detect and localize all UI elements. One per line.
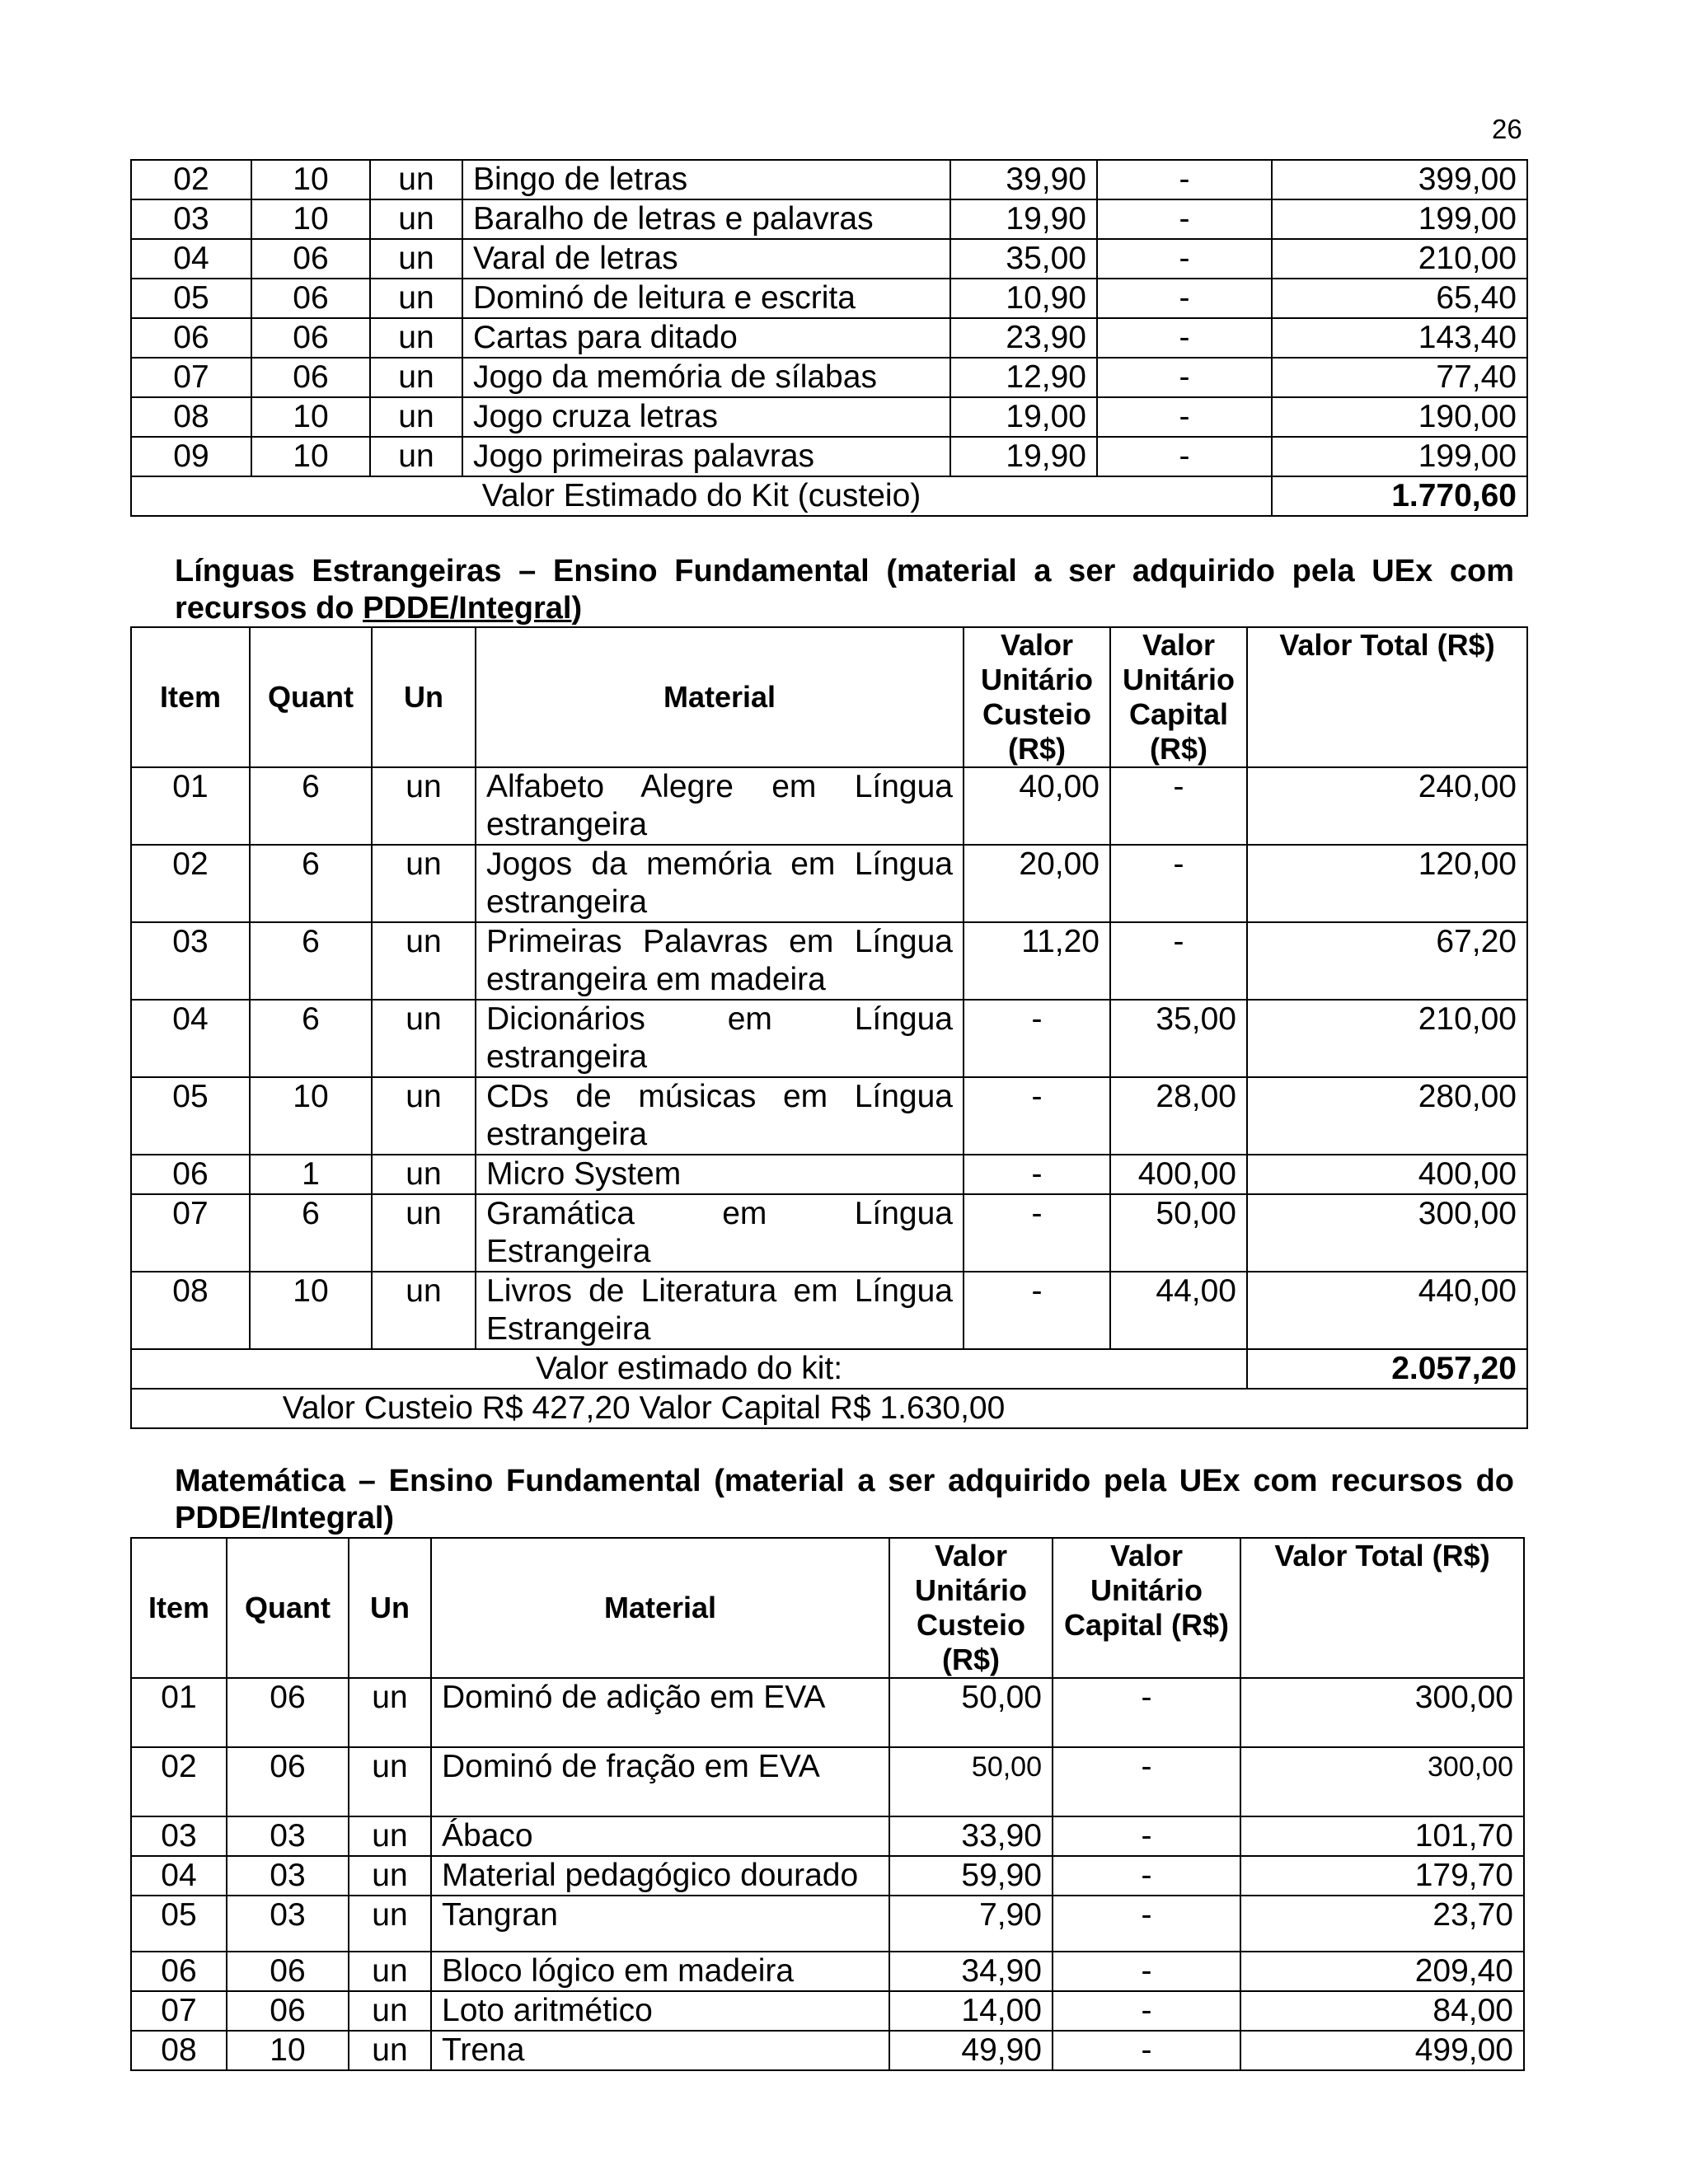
custeio-cell: 34,90 <box>889 1952 1053 1991</box>
material-cell: Jogo da memória de sílabas <box>462 358 950 397</box>
total-cell: 84,00 <box>1240 1991 1524 2031</box>
material-cell <box>476 1077 964 1155</box>
item-cell: 04 <box>131 239 251 279</box>
item-cell: 01 <box>131 1678 227 1747</box>
capital-cell: - <box>1097 397 1272 437</box>
material-line-2: Estrangeira <box>486 1311 651 1347</box>
capital-cell: - <box>1097 239 1272 279</box>
col-header-item: Item <box>131 1538 227 1678</box>
col-header-material: Material <box>476 627 964 767</box>
material-line-1: Primeiras Palavras em Língua <box>486 924 953 959</box>
material-line-2: estrangeira <box>486 1117 648 1152</box>
total-cell: 120,00 <box>1247 845 1527 922</box>
material-line-2: estrangeira em madeira <box>486 962 826 997</box>
table-row <box>131 922 1527 1000</box>
custeio-cell: 59,90 <box>889 1856 1053 1896</box>
total-cell: 77,40 <box>1272 358 1527 397</box>
total-cell: 300,00 <box>1240 1678 1524 1747</box>
capital-cell: - <box>1097 318 1272 358</box>
un-cell: un <box>370 279 462 318</box>
un-cell: un <box>349 1816 431 1856</box>
total-cell: 209,40 <box>1240 1952 1524 1991</box>
table-row <box>131 1272 1527 1349</box>
table-row <box>131 1194 1527 1272</box>
material-line-1: Gramática em Língua <box>486 1196 953 1231</box>
total-cell: 210,00 <box>1272 239 1527 279</box>
un-cell: un <box>372 1000 476 1077</box>
custeio-cell: - <box>964 1000 1110 1077</box>
col-header-capital: Valor Unitário Capital (R$) <box>1053 1538 1240 1678</box>
item-cell: 04 <box>131 1856 227 1896</box>
item-cell: 02 <box>131 160 251 199</box>
col-header-total: Valor Total (R$) <box>1240 1538 1524 1678</box>
capital-cell: - <box>1097 437 1272 476</box>
total-row <box>131 476 1527 516</box>
total-cell: 240,00 <box>1247 767 1527 845</box>
material-cell: Tangran <box>431 1896 889 1952</box>
un-cell: un <box>349 2031 431 2070</box>
capital-cell: - <box>1110 767 1247 845</box>
table-row <box>131 239 1527 279</box>
material-cell: Bingo de letras <box>462 160 950 199</box>
un-cell: un <box>349 1952 431 1991</box>
table-row <box>131 160 1527 199</box>
total-cell: 67,20 <box>1247 922 1527 1000</box>
col-header-custeio: Valor Unitário Custeio (R$) <box>964 627 1110 767</box>
quant-cell: 6 <box>250 845 372 922</box>
col-header-total: Valor Total (R$) <box>1247 627 1527 767</box>
custeio-cell: 35,00 <box>950 239 1097 279</box>
table-row <box>131 397 1527 437</box>
material-line-1: Livros de Literatura em Língua <box>486 1273 953 1309</box>
total-cell: 101,70 <box>1240 1816 1524 1856</box>
total-cell: 399,00 <box>1272 160 1527 199</box>
quant-cell: 10 <box>251 397 370 437</box>
kit-total-value: 2.057,20 <box>1247 1349 1527 1389</box>
capital-cell: - <box>1053 1856 1240 1896</box>
total-cell: 143,40 <box>1272 318 1527 358</box>
quant-cell: 6 <box>250 922 372 1000</box>
capital-cell: - <box>1053 1678 1240 1747</box>
quant-cell: 03 <box>227 1896 349 1952</box>
item-cell: 07 <box>131 1991 227 2031</box>
un-cell: un <box>370 397 462 437</box>
custeio-cell: 12,90 <box>950 358 1097 397</box>
material-cell: Loto aritmético <box>431 1991 889 2031</box>
quant-cell: 6 <box>250 767 372 845</box>
total-cell: 199,00 <box>1272 437 1527 476</box>
quant-cell: 06 <box>251 358 370 397</box>
material-cell: Baralho de letras e palavras <box>462 199 950 239</box>
material-cell <box>476 767 964 845</box>
capital-cell: 50,00 <box>1110 1194 1247 1272</box>
quant-cell: 06 <box>251 318 370 358</box>
material-line-2: estrangeira <box>486 807 648 842</box>
item-cell: 03 <box>131 922 250 1000</box>
custeio-cell: 33,90 <box>889 1816 1053 1856</box>
quant-cell: 10 <box>227 2031 349 2070</box>
section-heading-linguas: Línguas Estrangeiras – Ensino Fundamental (material a ser adquirido pela UEx com recursos do PDDE/Integral) <box>175 554 1514 626</box>
un-cell: un <box>370 437 462 476</box>
un-cell: un <box>349 1856 431 1896</box>
material-line-1: Micro System <box>486 1156 682 1192</box>
material-cell: Dominó de leitura e escrita <box>462 279 950 318</box>
col-header-quant: Quant <box>250 627 372 767</box>
kit-total-label: Valor Estimado do Kit (custeio) <box>131 476 1272 516</box>
un-cell: un <box>370 239 462 279</box>
total-cell: 190,00 <box>1272 397 1527 437</box>
col-header-item: Item <box>131 627 250 767</box>
material-cell <box>476 1194 964 1272</box>
col-header-un: Un <box>372 627 476 767</box>
total-cell: 280,00 <box>1247 1077 1527 1155</box>
table-row <box>131 767 1527 845</box>
custeio-cell: 40,00 <box>964 767 1110 845</box>
table-row <box>131 279 1527 318</box>
item-cell: 01 <box>131 767 250 845</box>
capital-cell: - <box>1097 199 1272 239</box>
item-cell: 06 <box>131 1952 227 1991</box>
item-cell: 03 <box>131 199 251 239</box>
material-line-1: CDs de músicas em Língua <box>486 1079 953 1114</box>
table-row <box>131 199 1527 239</box>
custeio-cell: - <box>964 1077 1110 1155</box>
item-cell: 08 <box>131 397 251 437</box>
item-cell: 08 <box>131 1272 250 1349</box>
table-row <box>131 1952 1524 1991</box>
quant-cell: 10 <box>251 199 370 239</box>
col-header-un: Un <box>349 1538 431 1678</box>
table-row <box>131 437 1527 476</box>
col-header-capital: Valor Unitário Capital (R$) <box>1110 627 1247 767</box>
un-cell: un <box>370 358 462 397</box>
table-row <box>131 1816 1524 1856</box>
table-alfabetizacao-continued <box>130 159 1528 517</box>
item-cell: 06 <box>131 318 251 358</box>
material-cell: Material pedagógico dourado <box>431 1856 889 1896</box>
material-cell: Jogo primeiras palavras <box>462 437 950 476</box>
item-cell: 07 <box>131 358 251 397</box>
total-cell: 199,00 <box>1272 199 1527 239</box>
material-line-2: estrangeira <box>486 884 648 920</box>
quant-cell: 10 <box>251 160 370 199</box>
capital-cell: 44,00 <box>1110 1272 1247 1349</box>
capital-cell: - <box>1097 358 1272 397</box>
item-cell: 08 <box>131 2031 227 2070</box>
material-cell <box>476 845 964 922</box>
custeio-cell: 19,90 <box>950 437 1097 476</box>
total-cell: 400,00 <box>1247 1155 1527 1194</box>
material-line-1: Jogos da memória em Língua <box>486 846 953 882</box>
custeio-cell: 20,00 <box>964 845 1110 922</box>
custeio-cell: 49,90 <box>889 2031 1053 2070</box>
material-cell: Cartas para ditado <box>462 318 950 358</box>
page-number: 26 <box>1492 114 1522 144</box>
capital-cell: 35,00 <box>1110 1000 1247 1077</box>
custeio-cell: 11,20 <box>964 922 1110 1000</box>
table-row <box>131 1856 1524 1896</box>
quant-cell: 06 <box>227 1952 349 1991</box>
table-row <box>131 845 1527 922</box>
material-cell <box>476 1000 964 1077</box>
table-row <box>131 2031 1524 2070</box>
custeio-cell: - <box>964 1272 1110 1349</box>
un-cell: un <box>372 1272 476 1349</box>
item-cell: 02 <box>131 1747 227 1816</box>
total-cell: 440,00 <box>1247 1272 1527 1349</box>
un-cell: un <box>372 1077 476 1155</box>
total-cell: 65,40 <box>1272 279 1527 318</box>
material-cell: Dominó de fração em EVA <box>431 1747 889 1816</box>
capital-cell: - <box>1097 160 1272 199</box>
material-line-1: Dicionários em Língua <box>486 1001 953 1037</box>
un-cell: un <box>349 1896 431 1952</box>
capital-cell: - <box>1053 1896 1240 1952</box>
table-row <box>131 1991 1524 2031</box>
material-cell: Ábaco <box>431 1816 889 1856</box>
col-header-custeio: Valor Unitário Custeio (R$) <box>889 1538 1053 1678</box>
un-cell: un <box>349 1678 431 1747</box>
un-cell: un <box>349 1991 431 2031</box>
item-cell: 06 <box>131 1155 250 1194</box>
capital-cell: - <box>1110 845 1247 922</box>
un-cell: un <box>372 767 476 845</box>
table-row <box>131 1000 1527 1077</box>
table-row <box>131 1678 1524 1747</box>
custeio-cell: 50,00 <box>889 1678 1053 1747</box>
material-cell: Trena <box>431 2031 889 2070</box>
quant-cell: 06 <box>227 1747 349 1816</box>
un-cell: un <box>372 922 476 1000</box>
capital-cell: - <box>1097 279 1272 318</box>
kit-summary: Valor Custeio R$ 427,20 Valor Capital R$ 1.630,00 <box>131 1389 1527 1428</box>
material-cell <box>476 1272 964 1349</box>
quant-cell: 6 <box>250 1194 372 1272</box>
quant-cell: 10 <box>251 437 370 476</box>
item-cell: 05 <box>131 279 251 318</box>
total-cell: 210,00 <box>1247 1000 1527 1077</box>
section-heading-matematica: Matemática – Ensino Fundamental (material a ser adquirido pela UEx com recursos do PDDE/Integral) <box>175 1464 1514 1535</box>
capital-cell: - <box>1053 1952 1240 1991</box>
col-header-quant: Quant <box>227 1538 349 1678</box>
table-matematica <box>130 1537 1525 2071</box>
item-cell: 03 <box>131 1816 227 1856</box>
quant-cell: 06 <box>251 239 370 279</box>
un-cell: un <box>370 199 462 239</box>
material-cell: Varal de letras <box>462 239 950 279</box>
col-header-material: Material <box>431 1538 889 1678</box>
material-cell: Dominó de adição em EVA <box>431 1678 889 1747</box>
table-row <box>131 318 1527 358</box>
item-cell: 02 <box>131 845 250 922</box>
capital-cell: - <box>1053 1991 1240 2031</box>
custeio-cell: 14,00 <box>889 1991 1053 2031</box>
item-cell: 04 <box>131 1000 250 1077</box>
custeio-cell: 10,90 <box>950 279 1097 318</box>
un-cell: un <box>370 318 462 358</box>
item-cell: 05 <box>131 1896 227 1952</box>
custeio-cell: 23,90 <box>950 318 1097 358</box>
capital-cell: 400,00 <box>1110 1155 1247 1194</box>
un-cell: un <box>372 845 476 922</box>
quant-cell: 10 <box>250 1077 372 1155</box>
quant-cell: 6 <box>250 1000 372 1077</box>
item-cell: 07 <box>131 1194 250 1272</box>
material-line-2: Estrangeira <box>486 1234 651 1269</box>
kit-total-value: 1.770,60 <box>1272 476 1527 516</box>
capital-cell: - <box>1053 1816 1240 1856</box>
total-cell: 23,70 <box>1240 1896 1524 1952</box>
custeio-cell: 7,90 <box>889 1896 1053 1952</box>
table-linguas-estrangeiras <box>130 626 1528 1429</box>
item-cell: 05 <box>131 1077 250 1155</box>
custeio-cell: 39,90 <box>950 160 1097 199</box>
quant-cell: 03 <box>227 1856 349 1896</box>
quant-cell: 06 <box>251 279 370 318</box>
total-cell: 499,00 <box>1240 2031 1524 2070</box>
kit-total-label: Valor estimado do kit: <box>131 1349 1247 1389</box>
un-cell: un <box>372 1155 476 1194</box>
table-row <box>131 1896 1524 1952</box>
total-cell: 179,70 <box>1240 1856 1524 1896</box>
table-row <box>131 1077 1527 1155</box>
quant-cell: 06 <box>227 1991 349 2031</box>
custeio-cell: 19,90 <box>950 199 1097 239</box>
quant-cell: 06 <box>227 1678 349 1747</box>
capital-cell: 28,00 <box>1110 1077 1247 1155</box>
table-row <box>131 358 1527 397</box>
material-cell <box>476 1155 964 1194</box>
material-cell <box>476 922 964 1000</box>
material-line-2: estrangeira <box>486 1039 648 1075</box>
capital-cell: - <box>1053 2031 1240 2070</box>
item-cell: 09 <box>131 437 251 476</box>
capital-cell: - <box>1110 922 1247 1000</box>
custeio-cell: - <box>964 1155 1110 1194</box>
table-row <box>131 1747 1524 1816</box>
material-cell: Bloco lógico em madeira <box>431 1952 889 1991</box>
custeio-cell: - <box>964 1194 1110 1272</box>
quant-cell: 1 <box>250 1155 372 1194</box>
total-cell: 300,00 <box>1240 1747 1524 1816</box>
quant-cell: 10 <box>250 1272 372 1349</box>
table-row <box>131 1155 1527 1194</box>
custeio-cell: 50,00 <box>889 1747 1053 1816</box>
un-cell: un <box>370 160 462 199</box>
capital-cell: - <box>1053 1747 1240 1816</box>
quant-cell: 03 <box>227 1816 349 1856</box>
un-cell: un <box>372 1194 476 1272</box>
un-cell: un <box>349 1747 431 1816</box>
material-cell: Jogo cruza letras <box>462 397 950 437</box>
custeio-cell: 19,00 <box>950 397 1097 437</box>
material-line-1: Alfabeto Alegre em Língua <box>486 769 953 804</box>
total-cell: 300,00 <box>1247 1194 1527 1272</box>
